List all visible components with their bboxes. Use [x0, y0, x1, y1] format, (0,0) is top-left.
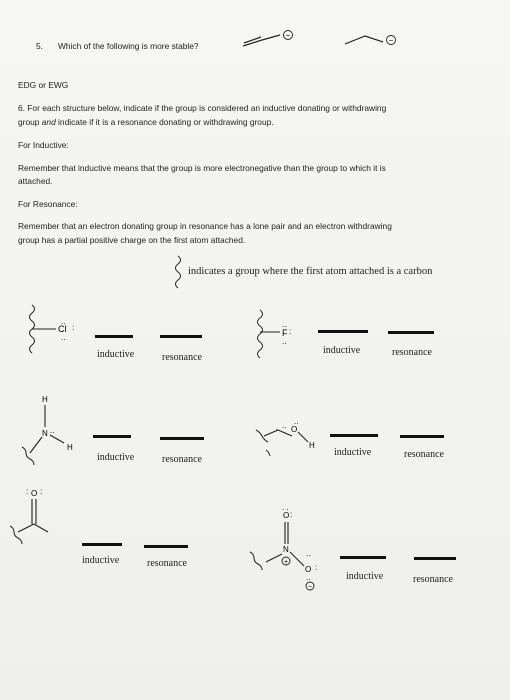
structure-1-resonance-answer[interactable] [160, 335, 202, 338]
svg-text::: : [290, 510, 293, 519]
svg-text:N: N [42, 429, 48, 438]
hydroxy-substituent-structure [254, 410, 324, 470]
svg-text:..: .. [282, 320, 287, 329]
svg-text:−: − [388, 36, 394, 45]
svg-text:H: H [42, 395, 48, 404]
ethyl-anion-structure [240, 26, 300, 50]
svg-text::: : [315, 563, 318, 572]
svg-text:−: − [285, 31, 291, 40]
structure-6-resonance-answer[interactable] [414, 557, 456, 560]
svg-text:O: O [283, 511, 290, 520]
svg-text:N: N [283, 545, 289, 554]
legend-note: indicates a group where the first atom attached is a carbon [188, 266, 433, 277]
for-inductive-heading: For Inductive: [18, 140, 69, 150]
section-title: EDG or EWG [18, 80, 69, 90]
svg-text:..: .. [61, 333, 66, 342]
structure-4-inductive-answer[interactable] [330, 434, 378, 437]
for-resonance-line-2: group has a partial positive charge on the first atom attached. [18, 235, 246, 245]
chloro-substituent-structure [20, 303, 80, 355]
svg-text:−: − [307, 584, 313, 591]
svg-text:..: .. [294, 417, 299, 426]
svg-text:O: O [291, 425, 298, 434]
structure-2-inductive-label: inductive [323, 345, 361, 356]
acetyl-substituent-structure [4, 486, 74, 548]
svg-text::: : [40, 487, 43, 496]
svg-text:F: F [282, 328, 288, 338]
question-6-line-2: group and indicate if it is a resonance donating or withdrawing group. [18, 117, 274, 127]
svg-text:..: .. [282, 337, 287, 346]
svg-text:H: H [67, 443, 73, 452]
structure-3-inductive-answer[interactable] [93, 435, 131, 438]
svg-text:H: H [309, 441, 315, 450]
svg-text:..: .. [306, 549, 311, 558]
for-inductive-line-1: Remember that inductive means that the group is more electronegative than the group to which it is [18, 163, 386, 173]
structure-1-inductive-answer[interactable] [95, 335, 133, 338]
question-6-line-1: 6. For each structure below, indicate if the group is considered an inductive donating or withdrawing [18, 103, 387, 113]
for-resonance-line-1: Remember that an electron donating group in resonance has a lone pair and an electron withdrawing [18, 221, 392, 231]
structure-4-inductive-label: inductive [334, 447, 372, 458]
svg-text:O: O [31, 489, 38, 498]
svg-text:..: .. [61, 317, 66, 326]
structure-4-resonance-answer[interactable] [400, 435, 444, 438]
vinyl-anion-structure [343, 30, 403, 50]
for-resonance-heading: For Resonance: [18, 199, 78, 209]
svg-text::: : [289, 327, 292, 336]
nitro-substituent-structure [240, 500, 330, 592]
svg-text:..: .. [282, 421, 287, 430]
structure-2-resonance-answer[interactable] [388, 331, 434, 334]
question-5-text: Which of the following is more stable? [58, 41, 199, 51]
question-5-number: 5. [36, 41, 43, 51]
amino-substituent-structure [20, 393, 90, 469]
structure-4-resonance-label: resonance [404, 449, 444, 460]
svg-text:. .: . . [282, 503, 289, 512]
svg-text:+: + [283, 559, 289, 566]
structure-5-inductive-answer[interactable] [82, 543, 122, 546]
fluoro-substituent-structure [254, 308, 304, 360]
structure-3-inductive-label: inductive [97, 452, 135, 463]
structure-5-resonance-answer[interactable] [144, 545, 188, 548]
svg-text:..: .. [306, 573, 311, 582]
structure-1-resonance-label: resonance [162, 352, 202, 363]
structure-6-resonance-label: resonance [413, 574, 453, 585]
structure-2-resonance-label: resonance [392, 347, 432, 358]
svg-text::: : [72, 323, 75, 332]
structure-5-resonance-label: resonance [147, 558, 187, 569]
structure-3-resonance-answer[interactable] [160, 437, 204, 440]
for-inductive-line-2: attached. [18, 176, 53, 186]
structure-1-inductive-label: inductive [97, 349, 135, 360]
svg-text::: : [26, 487, 29, 496]
structure-2-inductive-answer[interactable] [318, 330, 368, 333]
structure-6-inductive-answer[interactable] [340, 556, 386, 559]
wavy-bond-icon [172, 256, 184, 292]
structure-6-inductive-label: inductive [346, 571, 384, 582]
svg-text:O: O [305, 565, 312, 574]
svg-text:Cl: Cl [58, 324, 67, 334]
structure-5-inductive-label: inductive [82, 555, 120, 566]
structure-3-resonance-label: resonance [162, 454, 202, 465]
svg-text:..: .. [50, 426, 55, 435]
